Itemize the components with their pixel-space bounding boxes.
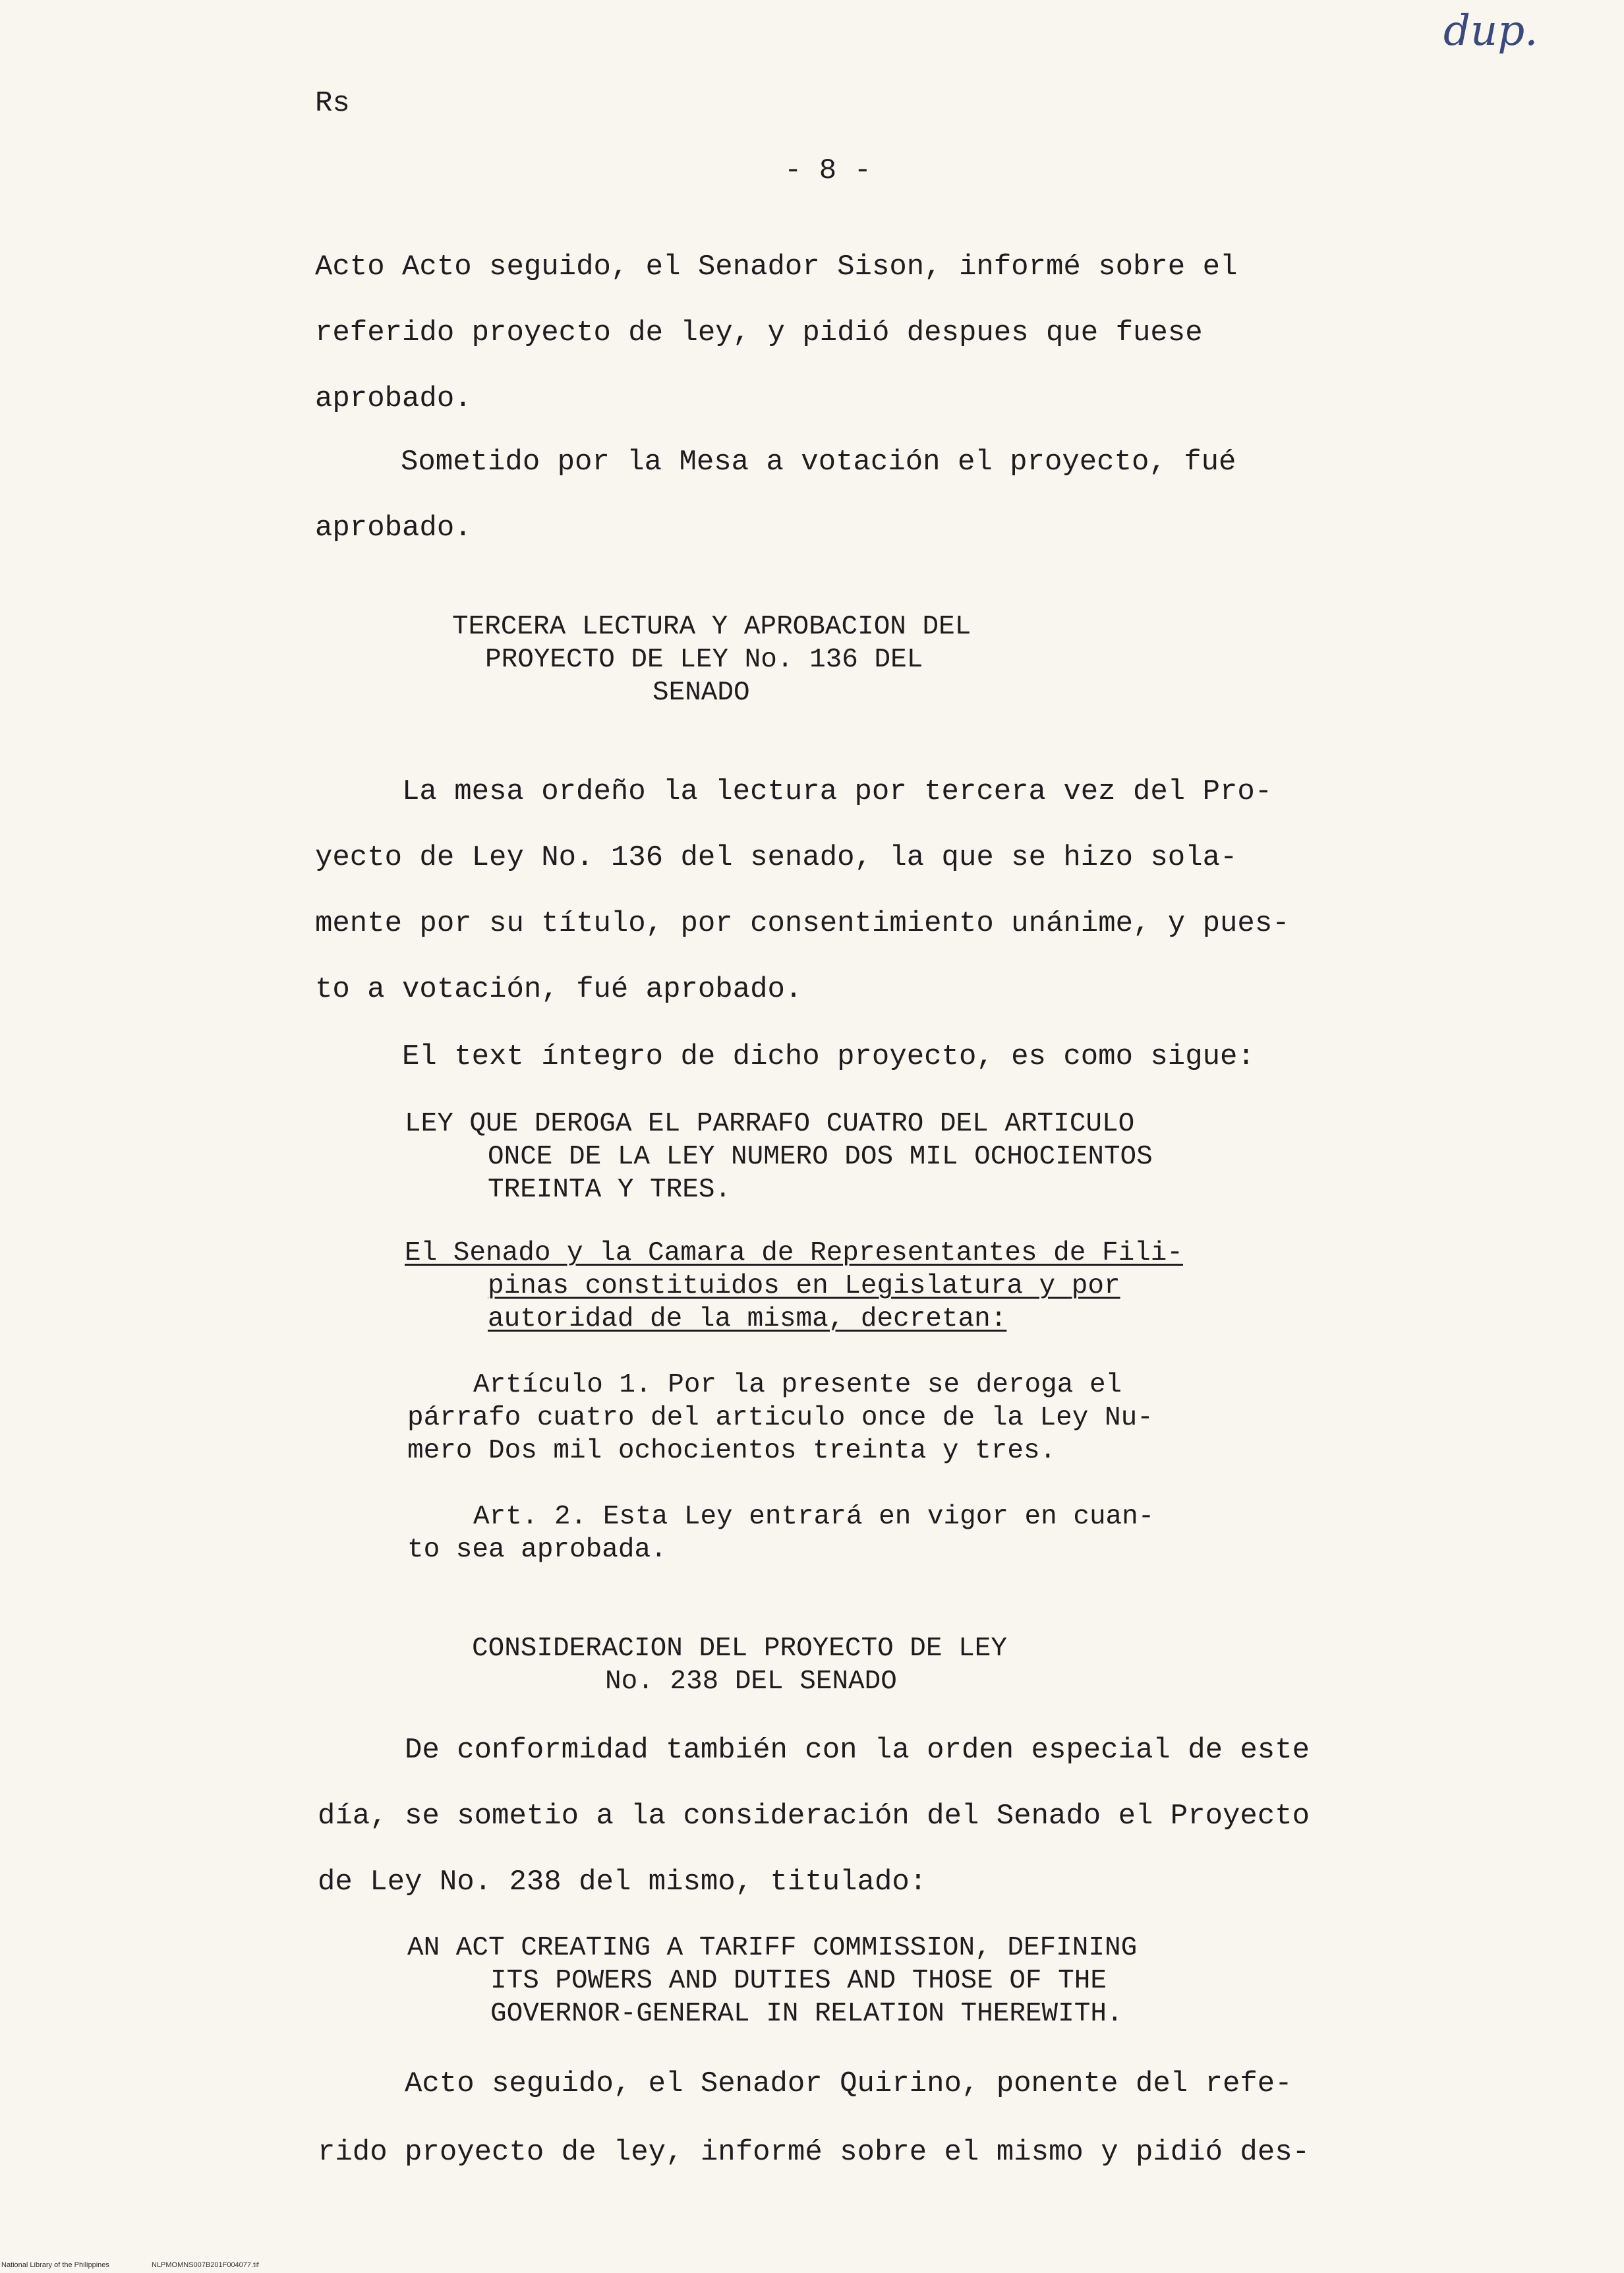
paragraph-line: El text íntegro de dicho proyecto, es como sigue:	[402, 1040, 1255, 1073]
paragraph-line: aprobado.	[315, 382, 472, 415]
act-title-line: GOVERNOR-GENERAL IN RELATION THEREWITH.	[490, 1999, 1123, 2029]
paragraph-line: Acto Acto seguido, el Senador Sison, informé sobre el	[315, 251, 1238, 283]
article-line: to sea aprobada.	[407, 1535, 667, 1565]
act-title-line: ITS POWERS AND DUTIES AND THOSE OF THE	[490, 1966, 1107, 1996]
paragraph-line: Sometido por la Mesa a votación el proyecto, fué	[401, 446, 1236, 479]
heading-line: CONSIDERACION DEL PROYECTO DE LEY	[472, 1634, 1007, 1664]
heading-line: TERCERA LECTURA Y APROBACION DEL	[452, 612, 972, 642]
handwritten-note: dup.	[1443, 7, 1538, 55]
paragraph-line: rido proyecto de ley, informé sobre el mismo y pidió des-	[318, 2136, 1310, 2169]
article-line: mero Dos mil ochocientos treinta y tres.	[407, 1436, 1057, 1466]
enacting-clause-line: pinas constituidos en Legislatura y por	[488, 1271, 1120, 1301]
paragraph-line: de Ley No. 238 del mismo, titulado:	[318, 1866, 927, 1899]
article-line: párrafo cuatro del articulo once de la Ley Nu-	[407, 1403, 1153, 1433]
heading-line: PROYECTO DE LEY No. 136 DEL	[485, 645, 923, 675]
paragraph-line: yecto de Ley No. 136 del senado, la que se hizo sola-	[315, 841, 1238, 874]
typist-initials: Rs	[315, 87, 350, 120]
heading-line: SENADO	[652, 678, 750, 708]
paragraph-line: La mesa ordeño la lectura por tercera vez del Pro-	[402, 775, 1273, 808]
paragraph-line: referido proyecto de ley, y pidió despues que fuese	[315, 316, 1203, 349]
enacting-clause-line: El Senado y la Camara de Representantes de Fili-	[405, 1238, 1183, 1268]
article-line: Art. 2. Esta Ley entrará en vigor en cuan-	[473, 1502, 1155, 1532]
enacting-clause-line: autoridad de la misma, decretan:	[488, 1304, 1007, 1334]
act-title-line: AN ACT CREATING A TARIFF COMMISSION, DEFINING	[407, 1933, 1138, 1963]
article-line: Artículo 1. Por la presente se deroga el	[473, 1370, 1122, 1400]
heading-line: No. 238 DEL SENADO	[605, 1667, 897, 1697]
page-number: - 8 -	[784, 154, 872, 187]
paragraph-line: mente por su título, por consentimiento unánime, y pues-	[315, 907, 1290, 940]
footer-file-id: NLPMOMNS007B201F004077.tif	[152, 2261, 259, 2269]
paragraph-line: De conformidad también con la orden especial de este	[405, 1734, 1310, 1767]
bill-title-line: TREINTA Y TRES.	[488, 1175, 732, 1205]
paragraph-line: día, se sometio a la consideración del Senado el Proyecto	[318, 1800, 1310, 1833]
footer-library: National Library of the Philippines	[1, 2261, 109, 2269]
paragraph-line: Acto seguido, el Senador Quirino, ponente del refe-	[405, 2067, 1292, 2100]
paragraph-line: to a votación, fué aprobado.	[315, 973, 803, 1006]
bill-title-line: LEY QUE DEROGA EL PARRAFO CUATRO DEL ARTICULO	[405, 1109, 1135, 1139]
paragraph-line: aprobado.	[315, 512, 472, 545]
bill-title-line: ONCE DE LA LEY NUMERO DOS MIL OCHOCIENTOS	[488, 1142, 1153, 1172]
